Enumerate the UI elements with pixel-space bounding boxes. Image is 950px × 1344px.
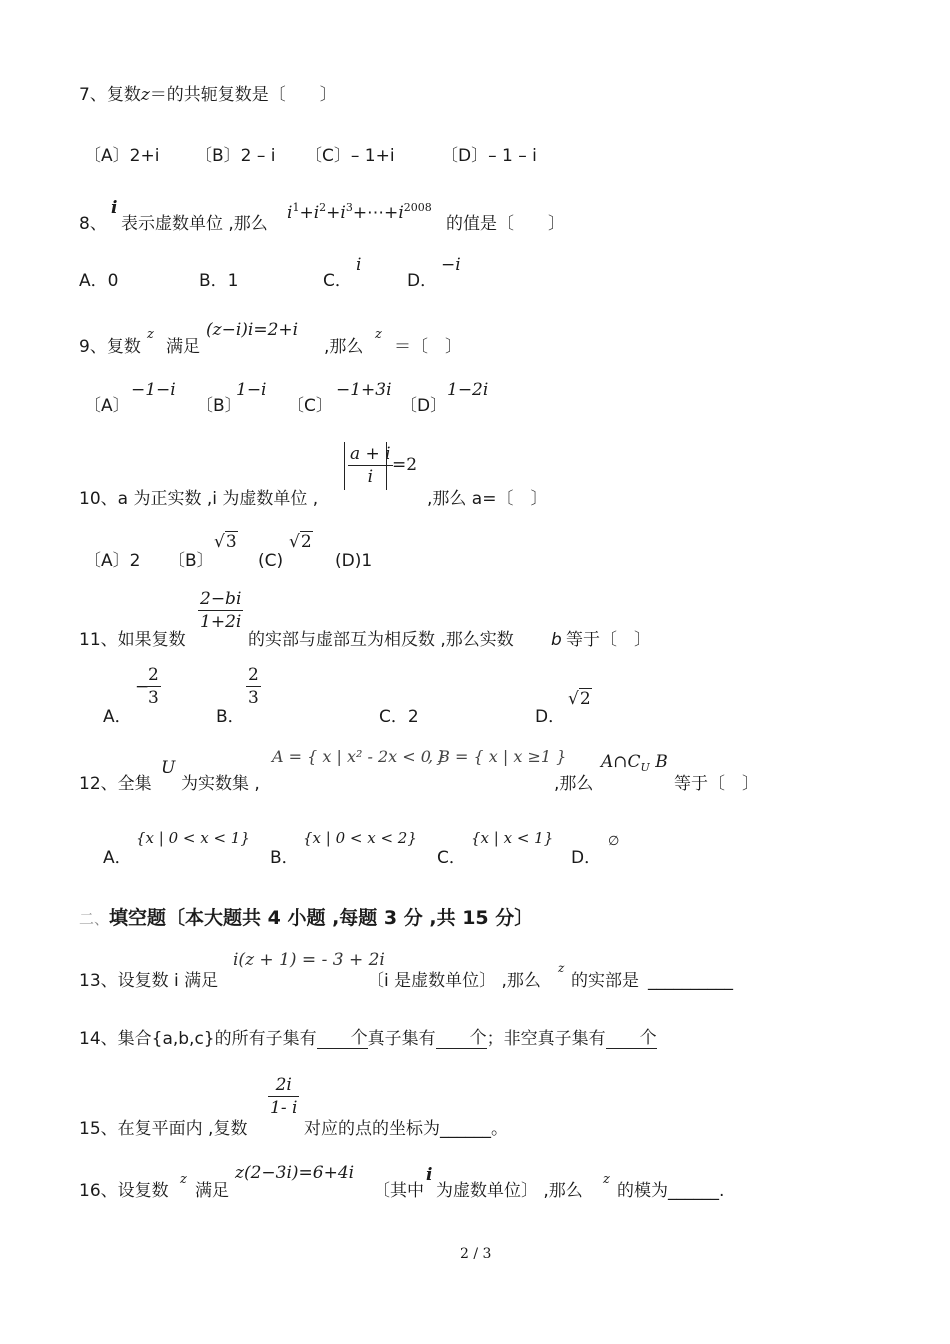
q8-option-b: B．1 bbox=[199, 271, 239, 291]
q10-rhs: =2 bbox=[392, 455, 418, 475]
q16-tail: 的模为______. bbox=[617, 1181, 725, 1201]
q9-option-a-value: −1−i bbox=[131, 380, 176, 400]
q7-option-d: 〔D〕– 1 – i bbox=[441, 146, 537, 166]
q9-text-satisfy: 满足 bbox=[166, 337, 200, 357]
q11-option-d-value: √2 bbox=[568, 689, 591, 709]
q14-blank-1[interactable]: 个 bbox=[316, 1028, 368, 1048]
q12-set-b: , B = { x | x ≥1 } bbox=[428, 747, 567, 766]
q13-equation: i(z + 1) = - 3 + 2i bbox=[233, 950, 385, 970]
q10-tail: ,那么 a=〔 〕 bbox=[427, 489, 548, 509]
q16-i-symbol: i bbox=[426, 1165, 433, 1185]
q12-option-c-value: {x | x < 1} bbox=[471, 829, 554, 847]
q11-tail: 等于〔 〕 bbox=[566, 630, 651, 650]
q8-option-c-value: i bbox=[356, 255, 362, 275]
q9-number: 9、复数 bbox=[79, 337, 141, 357]
q9-option-a: 〔A〕 bbox=[84, 396, 130, 416]
q12-U: U bbox=[161, 758, 176, 778]
q15-stem: 15、在复平面内 ,复数 bbox=[79, 1119, 248, 1139]
q14-blank-3[interactable]: 个 bbox=[605, 1028, 657, 1048]
q12-option-d-value: ∅ bbox=[608, 834, 620, 849]
q9-option-b-value: 1−i bbox=[236, 380, 267, 400]
q12-option-b: B． bbox=[270, 848, 299, 868]
q9-z-2: z bbox=[375, 327, 382, 342]
q12-expression: $A\cap C_U$ B bbox=[601, 752, 668, 774]
q9-option-b: 〔B〕 bbox=[196, 396, 242, 416]
q16-text-2: 为虚数单位〕 ,那么 bbox=[436, 1181, 583, 1201]
q8-number: 8、 bbox=[79, 214, 107, 234]
q11-option-b: B． bbox=[216, 707, 245, 727]
q15-fraction: $\frac{2i}{1- i}$ bbox=[270, 1075, 298, 1118]
q9-option-c: 〔C〕 bbox=[287, 396, 333, 416]
q16-equation: z(2−3i)=6+4i bbox=[235, 1163, 355, 1183]
q8-option-d: D． bbox=[407, 271, 438, 291]
q12-tail: 等于〔 〕 bbox=[674, 774, 759, 794]
q9-tail: ＝〔 〕 bbox=[394, 337, 462, 357]
q10-option-d: (D)1 bbox=[335, 551, 373, 571]
q11-option-a: A． bbox=[103, 707, 132, 727]
q11-text: 的实部与虚部互为相反数 ,那么实数 bbox=[248, 630, 514, 650]
section-2-heading: 二、填空题〔本大题共 4 小题 ,每题 3 分 ,共 15 分〕 bbox=[79, 907, 534, 929]
q14-line: 14、集合{a,b,c}的所有子集有 个真子集有 个；非空真子集有 个 bbox=[79, 1028, 657, 1049]
q7-option-a: 〔A〕2+i bbox=[84, 146, 160, 166]
q14-blank-2[interactable]: 个 bbox=[435, 1028, 487, 1048]
q10-option-a: 〔A〕2 bbox=[84, 551, 141, 571]
q8-i-symbol: i bbox=[111, 198, 118, 218]
q11-stem: 11、如果复数 bbox=[79, 630, 186, 650]
q12-option-b-value: {x | 0 < x < 2} bbox=[303, 829, 417, 847]
q9-text-then: ,那么 bbox=[324, 337, 364, 357]
q11-option-c: C．2 bbox=[379, 707, 419, 727]
q9-option-d-value: 1−2i bbox=[447, 380, 489, 400]
q16-satisfy: 满足 bbox=[195, 1181, 229, 1201]
q8-text: 表示虚数单位 ,那么 bbox=[121, 214, 268, 234]
q10-option-c-value: √2 bbox=[289, 532, 312, 552]
q12-option-a: A． bbox=[103, 848, 132, 868]
q8-option-c: C． bbox=[323, 271, 352, 291]
q16-z: z bbox=[180, 1172, 187, 1187]
q11-fraction: $\frac{2-bi}{1+2i}$ bbox=[200, 589, 242, 632]
q11-option-d: D． bbox=[535, 707, 566, 727]
q8-tail: 的值是〔 〕 bbox=[446, 214, 565, 234]
q9-z: z bbox=[147, 327, 154, 342]
q10-fraction: $\frac{a + i}{i}$ bbox=[350, 444, 391, 487]
q10-abs-left bbox=[344, 442, 345, 490]
q10-abs-right bbox=[386, 442, 387, 490]
q7-stem: 7、复数z＝的共轭复数是〔 〕 bbox=[79, 85, 337, 105]
q8-option-a: A．0 bbox=[79, 271, 119, 291]
q16-z-2: z bbox=[603, 1172, 610, 1187]
q9-option-d: 〔D〕 bbox=[400, 396, 448, 416]
q12-then: ,那么 bbox=[554, 774, 594, 794]
q8-option-d-value: −i bbox=[441, 255, 461, 275]
q13-answer-blank[interactable]: __________ bbox=[648, 971, 733, 991]
q12-option-a-value: {x | 0 < x < 1} bbox=[136, 829, 250, 847]
q12-stem: 12、全集 bbox=[79, 774, 152, 794]
q11-option-a-value: $\frac{2}{3}$ bbox=[148, 665, 159, 708]
q12-option-d: D． bbox=[571, 848, 602, 868]
q13-stem: 13、设复数 i 满足 bbox=[79, 971, 219, 991]
q13-tail: 的实部是 bbox=[571, 971, 639, 991]
q15-tail: 对应的点的坐标为______。 bbox=[304, 1119, 508, 1139]
q11-b-var: b bbox=[551, 630, 562, 650]
q12-text: 为实数集 , bbox=[181, 774, 260, 794]
q9-equation: (z−i)i=2+i bbox=[206, 320, 299, 340]
q9-option-c-value: −1+3i bbox=[336, 380, 392, 400]
q12-option-c: C． bbox=[437, 848, 466, 868]
q10-option-c: (C) bbox=[258, 551, 284, 571]
q13-text: 〔i 是虚数单位〕 ,那么 bbox=[367, 971, 541, 991]
q7-option-c: 〔C〕– 1+i bbox=[305, 146, 395, 166]
q8-sum-expression: $i^1+i^2+i^3+\cdots+i^{2008}$ bbox=[287, 201, 432, 223]
q10-option-b-value: √3 bbox=[214, 532, 237, 552]
q16-text: 〔其中 bbox=[373, 1181, 424, 1201]
q13-z: z bbox=[558, 961, 565, 975]
q16-stem: 16、设复数 bbox=[79, 1181, 169, 1201]
page-number: 2 / 3 bbox=[460, 1246, 492, 1262]
q7-option-b: 〔B〕2 – i bbox=[195, 146, 276, 166]
q10-option-b: 〔B〕 bbox=[168, 551, 214, 571]
q10-stem: 10、a 为正实数 ,i 为虚数单位 , bbox=[79, 489, 319, 509]
q11-option-b-value: $\frac{2}{3}$ bbox=[248, 665, 259, 708]
q12-set-a: A = { x | x² - 2x < 0 } bbox=[272, 747, 447, 766]
q11-option-a-sign: − bbox=[135, 677, 150, 697]
